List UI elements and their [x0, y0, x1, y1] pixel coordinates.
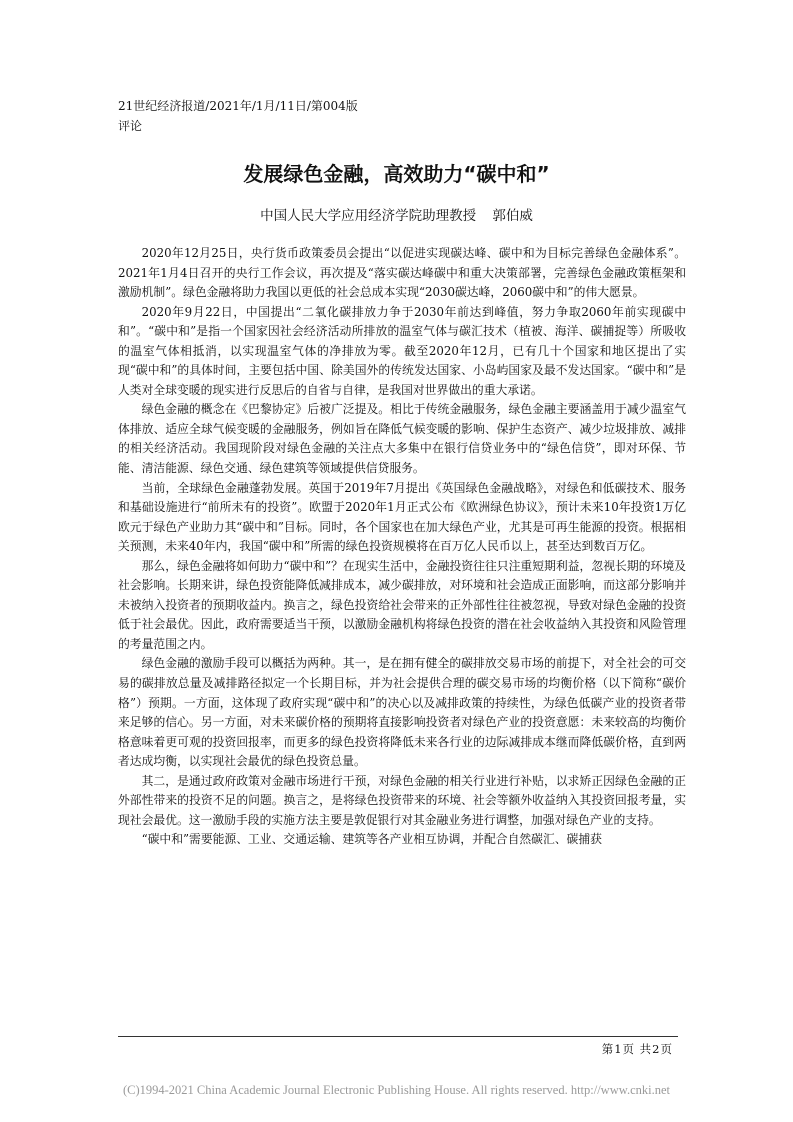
paragraph: 绿色金融的概念在《巴黎协定》后被广泛提及。相比于传统金融服务，绿色金融主要涵盖用于减少温室气体排放、适应全球气候变暖的金融服务，例如旨在降低气候变暖的影响、保护生态资产、减少垃圾排放、减排的相关经济活动。我国现阶段对绿色金融的关注点大多集中在银行信贷业务中的“绿色信贷”，即对环保、节能、清洁能源、绿色交通、绿色建筑等领域提供信贷服务。: [118, 402, 686, 476]
paragraph: “碳中和”需要能源、工业、交通运输、建筑等各产业相互协调，并配合自然碳汇、碳捕获: [141, 832, 602, 847]
article-header: [118, 96, 358, 136]
author-line: [0, 206, 793, 226]
paragraph: 绿色金融的激励手段可以概括为两种。其一，是在拥有健全的碳排放交易市场的前提下，对全社会的可交易的碳排放总量及减排路径拟定一个长期目标，并为社会提供合理的碳交易市场的均衡价格（以下简称“碳价格”）预期。一方面，这体现了政府实现“碳中和”的决心以及减排政策的持续性，为绿色低碳产业的投资者带来足够的信心。另一方面，对未来碳价格的预期将直接影响投资者对绿色产业的投资意愿：未来较高的均衡价格意味着更可观的投资回报率，而更多的绿色投资将降低未来各行业的边际减排成本继而降低碳价格，直到两者达成均衡，以实现社会最优的绿色投资总量。: [118, 656, 686, 769]
footer-divider: [118, 1036, 678, 1037]
page-indicator: 第1页 共2页: [601, 1042, 673, 1056]
author-affiliation: 中国人民大学应用经济学院助理教授: [260, 208, 477, 224]
paragraph: 2020年9月22日，中国提出“二氧化碳排放力争于2030年前达到峰值，努力争取2060年前实现碳中和”。“碳中和”是指一个国家因社会经济活动所排放的温室气体与碳汇技术（植被、海洋、碳捕捉等）所吸收的温室气体相抵消，以实现温室气体的净排放为零。截至2020年12月，已有几十个国家和地区提出了实现“碳中和”的具体时间，主要包括中国、除美国外的传统发达国家、小岛屿国家及最不发达国家。“碳中和”是人类对全球变暖的现实进行反思后的自省与自律，是我国对世界做出的重大承诺。: [118, 304, 686, 397]
section-label: 评论: [118, 119, 143, 133]
article-body: [118, 244, 686, 850]
paragraph: 那么，绿色金融将如何助力“碳中和”？在现实生活中，金融投资往往只注重短期利益，忽视长期的环境及社会影响。长期来讲，绿色投资能降低减排成本，减少碳排放，对环境和社会造成正面影响，而这部分影响并未被纳入投资者的预期收益内。换言之，绿色投资给社会带来的正外部性往往被忽视，导致对绿色金融的投资低于社会最优。因此，政府需要适当干预，以激励金融机构将绿色投资的潜在社会收益纳入其投资和风险管理的考量范围之内。: [118, 558, 686, 651]
paragraph: 2020年12月25日，央行货币政策委员会提出“以促进实现碳达峰、碳中和为目标完善绿色金融体系”。2021年1月4日召开的央行工作会议，再次提及“落实碳达峰碳中和重大决策部署，完善绿色金融政策框架和激励机制”。绿色金融将助力我国以更低的社会总成本实现“2030碳达峰，2060碳中和”的伟大愿景。: [118, 246, 686, 300]
copyright-notice: (C)1994-2021 China Academic Journal Electronic Publishing House. All rights reserved. http://www.cnki.net: [122, 1083, 670, 1097]
paragraph: 当前，全球绿色金融蓬勃发展。英国于2019年7月提出《英国绿色金融战略》，对绿色和低碳技术、服务和基础设施进行“前所未有的投资”。欧盟于2020年1月正式公布《欧洲绿色协议》，预计未来10年投资1万亿欧元于绿色产业助力其“碳中和”目标。同时，各个国家也在加大绿色产业，尤其是可再生能源的投资。根据相关预测，未来40年内，我国“碳中和”所需的绿色投资规模将在百万亿人民币以上，甚至达到数百万亿。: [118, 480, 686, 554]
author-name: 郭伯威: [492, 208, 533, 224]
article-title: 发展绿色金融，高效助力“碳中和”: [243, 162, 550, 186]
paragraph: 其二，是通过政府政策对金融市场进行干预，对绿色金融的相关行业进行补贴，以求矫正因绿色金融的正外部性带来的投资不足的问题。换言之，是将绿色投资带来的环境、社会等额外收益纳入其投资回报考量，实现社会最优。这一激励手段的实施方法主要是敦促银行对其金融业务进行调整，加强对绿色产业的支持。: [118, 773, 686, 827]
source-line: 21世纪经济报道/2021年/1月/11日/第004版: [118, 99, 358, 113]
